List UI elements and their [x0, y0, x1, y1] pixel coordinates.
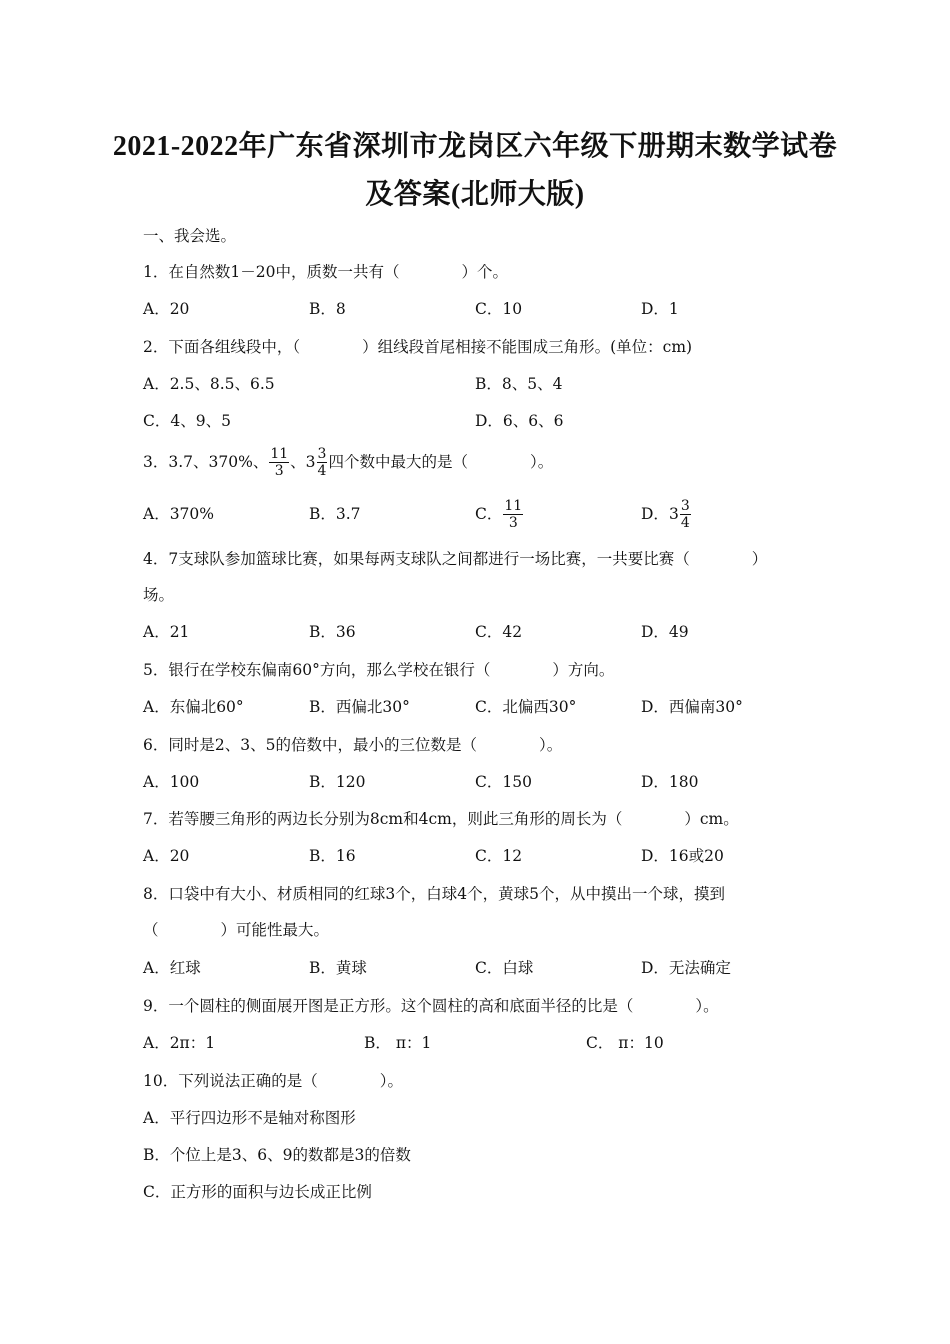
q8-option-d: D．无法确定 — [641, 959, 731, 977]
q3-option-d-label: D． — [641, 505, 669, 523]
q2-option-d: D．6、6、6 — [475, 412, 564, 430]
q3-mixed-whole: 3 — [305, 453, 316, 471]
q6-option-d: D．180 — [641, 773, 699, 791]
title-line-2: 及答案(北师大版) — [365, 179, 585, 210]
q9-option-c: C． π：10 — [586, 1034, 664, 1052]
q1-option-a: A．20 — [143, 300, 190, 318]
q1-option-c: C．10 — [475, 300, 523, 318]
q7-option-d: D．16或20 — [641, 847, 724, 865]
q3-fraction-numerator: 11 — [270, 445, 289, 462]
q4-option-d: D．49 — [641, 623, 689, 641]
section-heading: 一、我会选。 — [143, 227, 237, 245]
q3-option-c-label: C． — [475, 505, 503, 523]
question-7: 7．若等腰三角形的两边长分别为8cm和4cm，则此三角形的周长为（ ）cm。 — [143, 810, 739, 828]
q3-option-d-whole: 3 — [668, 505, 679, 523]
q10-option-b: B．个位上是3、6、9的数都是3的倍数 — [143, 1146, 411, 1164]
q3-option-d — [641, 494, 692, 534]
q5-option-c: C．北偏西30° — [475, 698, 577, 716]
q3-option-d-denominator: 4 — [680, 514, 690, 531]
question-5: 5．银行在学校东偏南60°方向，那么学校在银行（ ）方向。 — [143, 661, 615, 679]
q3-option-c — [475, 494, 524, 534]
q1-option-b: B．8 — [309, 300, 346, 318]
q6-option-c: C．150 — [475, 773, 532, 791]
question-9: 9．一个圆柱的侧面展开图是正方形。这个圆柱的高和底面半径的比是（ ）。 — [143, 997, 719, 1015]
q3-stem-pre: 3．3.7、370%、 — [143, 453, 269, 471]
q3-separator: 、 — [290, 453, 306, 471]
question-8-cont: （ ）可能性最大。 — [143, 921, 330, 939]
q1-option-d: D．1 — [641, 300, 679, 318]
q3-fraction-denominator: 3 — [274, 462, 284, 479]
q6-option-b: B．120 — [309, 773, 366, 791]
q3-option-c-denominator: 3 — [508, 514, 518, 531]
q2-option-b: B．8、5、4 — [475, 375, 563, 393]
q9-option-a: A．2π：1 — [143, 1034, 216, 1052]
q3-fraction — [269, 446, 289, 479]
q3-stem-post: 四个数中最大的是（ ）。 — [328, 453, 554, 471]
q3-mixed-denominator: 4 — [317, 462, 327, 479]
question-2: 2．下面各组线段中，（ ）组线段首尾相接不能围成三角形。(单位：cm) — [143, 338, 693, 356]
q5-option-b: B．西偏北30° — [309, 698, 410, 716]
q4-option-b: B．36 — [309, 623, 356, 641]
q3-option-d-numerator: 3 — [680, 497, 690, 514]
q4-option-c: C．42 — [475, 623, 523, 641]
question-10: 10．下列说法正确的是（ ）。 — [143, 1072, 403, 1090]
question-8: 8．口袋中有大小、材质相同的红球3个，白球4个，黄球5个，从中摸出一个球，摸到 — [143, 885, 725, 903]
q2-option-c: C．4、9、5 — [143, 412, 231, 430]
q4-option-a: A．21 — [143, 623, 190, 641]
q7-option-c: C．12 — [475, 847, 523, 865]
q2-option-a: A．2.5、8.5、6.5 — [143, 375, 275, 393]
q8-option-c: C．白球 — [475, 959, 534, 977]
q3-mixed-numerator: 3 — [317, 445, 327, 462]
q10-option-c: C．正方形的面积与边长成正比例 — [143, 1183, 372, 1201]
q8-option-b: B．黄球 — [309, 959, 367, 977]
question-6: 6．同时是2、3、5的倍数中，最小的三位数是（ ）。 — [143, 736, 563, 754]
q3-mixed-number — [306, 442, 329, 482]
q8-option-a: A．红球 — [143, 959, 201, 977]
q10-option-a: A．平行四边形不是轴对称图形 — [143, 1109, 356, 1127]
q3-option-b: B．3.7 — [309, 505, 361, 523]
q5-option-a: A．东偏北60° — [143, 698, 244, 716]
q6-option-a: A．100 — [143, 773, 200, 791]
title-line-1: 2021-2022年广东省深圳市龙岗区六年级下册期末数学试卷 — [112, 131, 838, 162]
question-4: 4．7支球队参加篮球比赛，如果每两支球队之间都进行一场比赛，一共要比赛（ ） — [143, 550, 768, 568]
question-4-cont: 场。 — [143, 586, 175, 604]
q7-option-a: A．20 — [143, 847, 190, 865]
question-1: 1．在自然数1－20中，质数一共有（ ）个。 — [143, 263, 508, 281]
question-3 — [143, 442, 553, 482]
q9-option-b: B． π：1 — [364, 1034, 432, 1052]
q5-option-d: D．西偏南30° — [641, 698, 743, 716]
q3-option-c-numerator: 11 — [504, 497, 523, 514]
q7-option-b: B．16 — [309, 847, 356, 865]
q3-option-a: A．370% — [143, 505, 215, 523]
